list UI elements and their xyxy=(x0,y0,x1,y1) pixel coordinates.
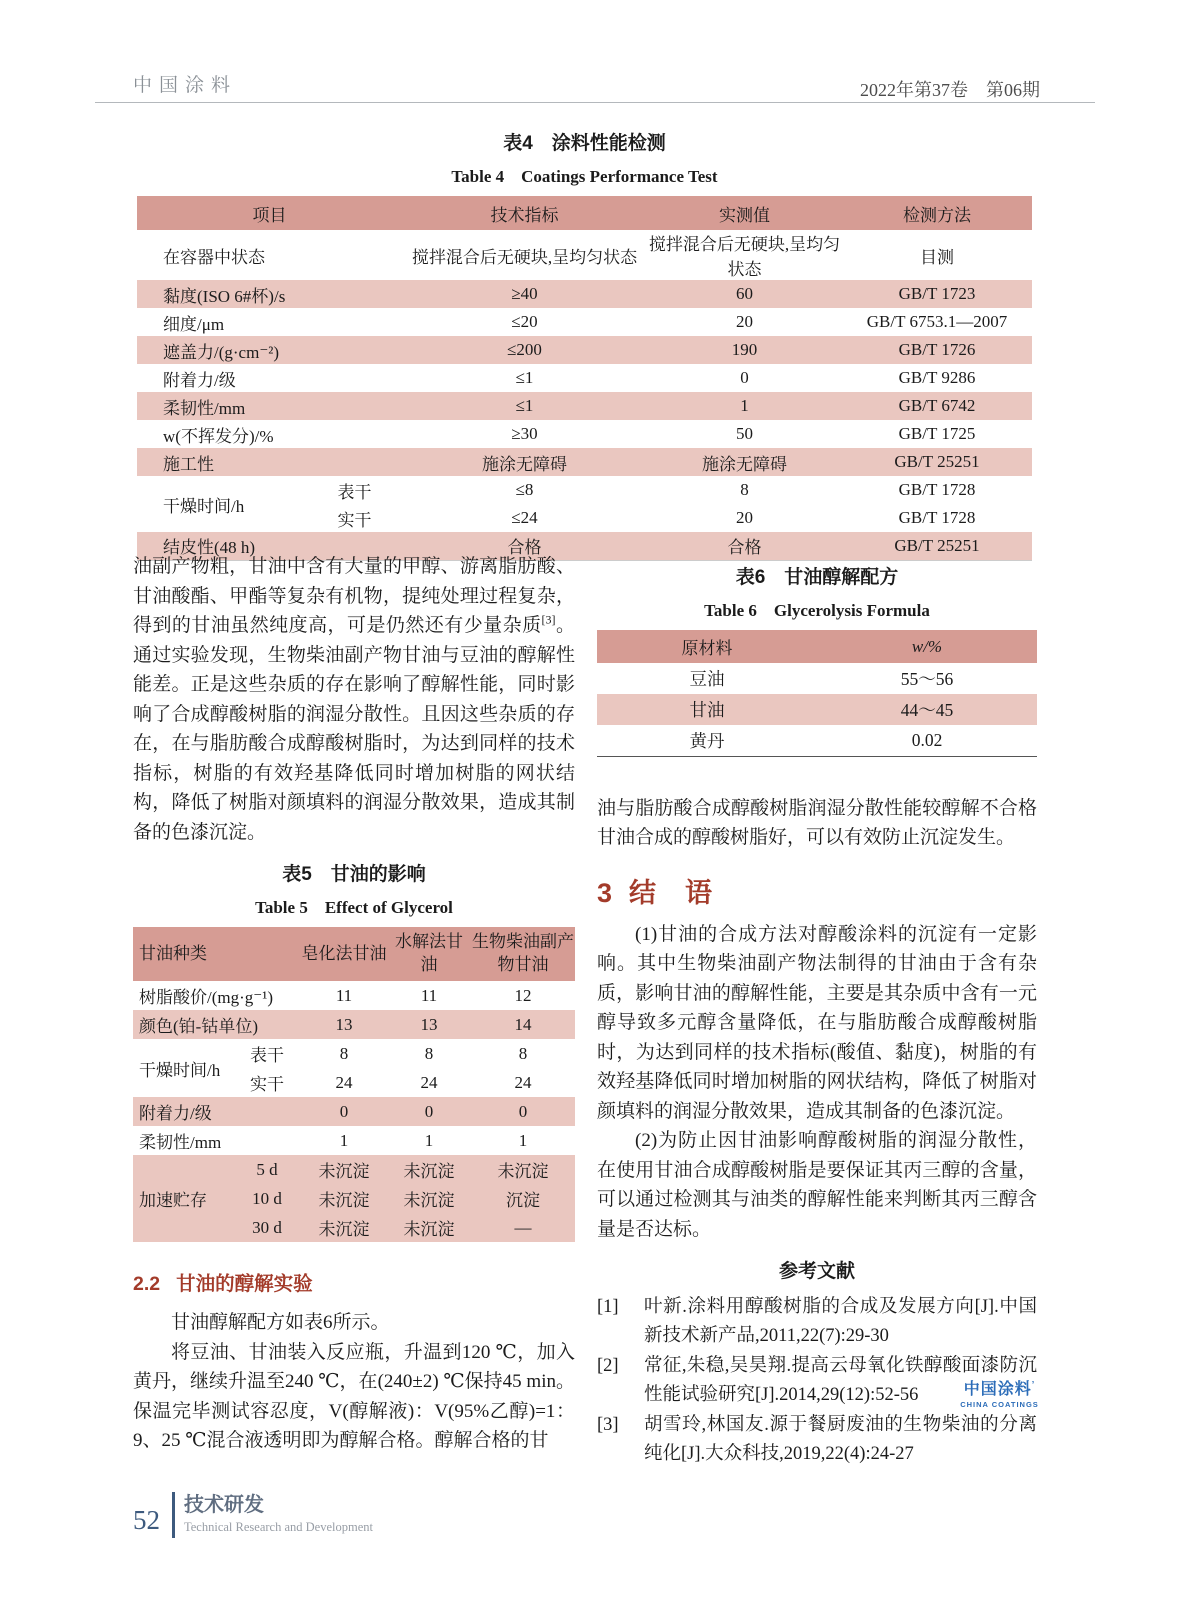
body-paragraph: (1)甘油的合成方法对醇酸涂料的沉淀有一定影响。其中生物柴油副产物法制得的甘油由于含有杂质，影响甘油的醇解性能，主要是其杂质中含有一元醇导致多元醇含量降低，在与脂肪酸合成醇酸树脂时，为达到同样的技术指标(酸值、黏度)，树脂的有效羟基降低同时增加树脂的网状结构，降低了树脂对颜填料的润湿分散效果，造成其制备的色漆沉淀。 xyxy=(597,923,1037,1122)
table-row: 柔韧性/mm ≤1 1 GB/T 6742 xyxy=(137,392,1032,420)
table6-header-row xyxy=(597,630,1037,663)
table4 xyxy=(137,196,1032,561)
col-header: 甘油种类 xyxy=(133,927,301,981)
table-row: 颜色(铂-钴单位) 13 13 14 xyxy=(133,1010,575,1039)
table5-title-cn: 表5 甘油的影响 xyxy=(282,864,426,885)
table5-title-en: Table 5 Effect of Glycerol xyxy=(255,898,453,917)
body-paragraph: 油与脂肪酸合成醇酸树脂润湿分散性能较醇解不合格甘油合成的醇酸树脂好，可以有效防止沉淀发生。 xyxy=(597,797,1037,848)
col-header: 项目 xyxy=(137,196,402,230)
table-row: 30 d 未沉淀 未沉淀 — xyxy=(133,1213,575,1242)
table6 xyxy=(597,630,1037,757)
reference-item: [3] 胡雪玲,林国友.源于餐厨废油的生物柴油的分离纯化[J].大众科技,2019,22(4):24-27 xyxy=(597,1411,1037,1468)
table4-block xyxy=(137,128,1032,561)
col-header: 检测方法 xyxy=(842,196,1032,230)
col-header: 皂化法甘油 xyxy=(301,927,387,981)
logo-text-cn: 中国涂料’ xyxy=(963,1379,1036,1398)
table-row: 黏度(ISO 6#杯)/s ≥40 60 GB/T 1723 xyxy=(137,280,1032,308)
body-paragraph: 将豆油、甘油装入反应瓶，升温到120 ℃，加入黄丹，继续升温至240 ℃，在(240±2) ℃保持45 min。保温完毕测试容忍度，V(醇解液)：V(95%乙醇)=1：9、25 ℃混合液透明即为醇解合格。醇解合格的甘 xyxy=(133,1341,575,1451)
reference-marker: [3] xyxy=(597,1415,619,1435)
china-coatings-logo xyxy=(957,1376,1042,1409)
reference-item: [2] 常征,朱稳,吴昊翔.提高云母氧化铁醇酸面漆防沉性能试验研究[J].2014,29(12):52-56 xyxy=(597,1352,1037,1409)
issue-info: 2022年第37卷 第06期 xyxy=(860,80,1040,100)
reference-marker: [2] xyxy=(597,1356,619,1376)
table-row: 豆油 55～56 xyxy=(597,663,1037,694)
table-row: 附着力/级 ≤1 0 GB/T 9286 xyxy=(137,364,1032,392)
logo-text-en: CHINA COATINGS xyxy=(960,1400,1039,1409)
body-paragraph: 油副产物粗，甘油中含有大量的甲醇、游离脂肪酸、甘油酸酯、甲酯等复杂有机物，提纯处理过程复杂，得到的甘油虽然纯度高，可是仍然还有少量杂质[3]。通过实验发现，生物柴油副产物甘油与豆油的醇解性能差。正是这些杂质的存在影响了醇解性能，同时影响了合成醇酸树脂的润湿分散性。且因这些杂质的存在，在与脂肪酸合成醇酸树脂时，为达到同样的技术指标，树脂的有效羟基降低同时增加树脂的网状结构，降低了树脂对颜填料的润湿分散效果，造成其制备的色漆沉淀。 xyxy=(133,556,575,843)
header-rule xyxy=(95,102,1095,103)
right-column xyxy=(597,552,1037,1470)
col-header: 水解法甘油 xyxy=(387,927,471,981)
table-row: 干燥时间/h 表干 ≤8 8 GB/T 1728 xyxy=(137,476,1032,504)
table-row: 细度/μm ≤20 20 GB/T 6753.1—2007 xyxy=(137,308,1032,336)
reference-item: [1] 叶新.涂料用醇酸树脂的合成及发展方向[J].中国新技术新产品,2011,22(7):29-30 xyxy=(597,1293,1037,1350)
table4-title-en: Table 4 Coatings Performance Test xyxy=(451,167,718,186)
footer-section-en: Technical Research and Development xyxy=(184,1520,373,1534)
col-header: 生物柴油副产物甘油 xyxy=(471,927,575,981)
page-number: 52 xyxy=(133,1505,160,1535)
col-header: 原材料 xyxy=(597,630,817,663)
citation-superscript: [3] xyxy=(541,612,556,627)
left-column xyxy=(133,552,575,1456)
table-row: 实干 ≤24 20 GB/T 1728 xyxy=(137,504,1032,532)
section-2-2-heading: 2.2 甘油的醇解实验 xyxy=(133,1273,313,1295)
table4-title-cn: 表4 涂料性能检测 xyxy=(503,133,666,154)
footer-divider xyxy=(172,1492,175,1538)
footer-section-cn: 技术研发 xyxy=(184,1494,264,1516)
col-header: w/% xyxy=(817,630,1037,663)
table5-header-row xyxy=(133,927,575,981)
body-paragraph: (2)为防止因甘油影响醇酸树脂的润湿分散性，在使用甘油合成醇酸树脂是要保证其丙三醇的含量，可以通过检测其与油类的醇解性能来判断其丙三醇含量是否达标。 xyxy=(597,1130,1037,1240)
col-header: 技术指标 xyxy=(402,196,647,230)
section-3-heading: 3 结 语 xyxy=(597,877,714,908)
table-row: 加速贮存 5 d 未沉淀 未沉淀 未沉淀 xyxy=(133,1155,575,1184)
page-footer xyxy=(133,1492,373,1538)
table-row: 10 d 未沉淀 未沉淀 沉淀 xyxy=(133,1184,575,1213)
references-heading: 参考文献 xyxy=(778,1261,855,1282)
table-row: 结皮性(48 h) 合格 合格 GB/T 25251 xyxy=(137,532,1032,560)
reference-marker: [1] xyxy=(597,1297,619,1317)
table6-title-en: Table 6 Glycerolysis Formula xyxy=(704,601,930,620)
table-row: 实干 24 24 24 xyxy=(133,1068,575,1097)
body-paragraph: 甘油醇解配方如表6所示。 xyxy=(171,1312,390,1333)
table5 xyxy=(133,927,575,1242)
table-row: 施工性 施涂无障碍 施涂无障碍 GB/T 25251 xyxy=(137,448,1032,476)
table6-title-cn: 表6 甘油醇解配方 xyxy=(735,567,899,588)
table4-header-row xyxy=(137,196,1032,230)
journal-name: 中国涂料 xyxy=(133,75,238,96)
table-row: 甘油 44～45 xyxy=(597,694,1037,725)
table-row: 树脂酸价/(mg·g⁻¹) 11 11 12 xyxy=(133,981,575,1010)
table-row: 遮盖力/(g·cm⁻²) ≤200 190 GB/T 1726 xyxy=(137,336,1032,364)
table-row: 黄丹 0.02 xyxy=(597,725,1037,756)
table-row: 干燥时间/h 表干 8 8 8 xyxy=(133,1039,575,1068)
table-row: 柔韧性/mm 1 1 1 xyxy=(133,1126,575,1155)
table-row: 附着力/级 0 0 0 xyxy=(133,1097,575,1126)
table-row: 在容器中状态 搅拌混合后无硬块,呈均匀状态 搅拌混合后无硬块,呈均匀状态 目测 xyxy=(137,230,1032,280)
col-header: 实测值 xyxy=(647,196,842,230)
table-row: w(不挥发分)/% ≥30 50 GB/T 1725 xyxy=(137,420,1032,448)
